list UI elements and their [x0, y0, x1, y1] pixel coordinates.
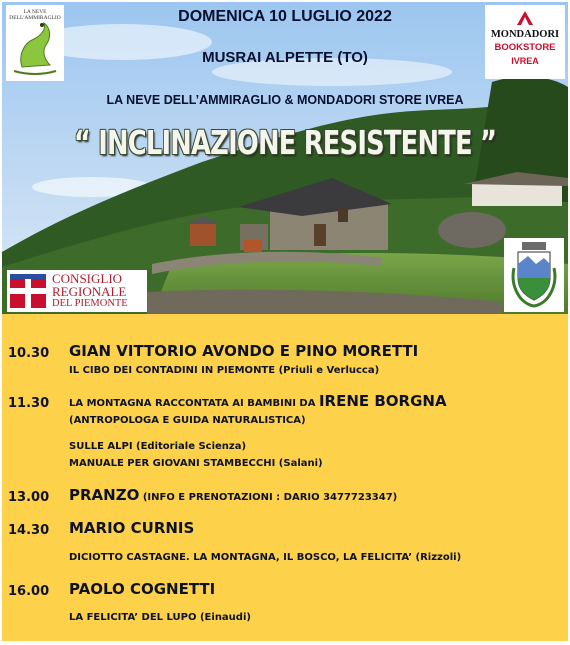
program-speaker: GIAN VITTORIO AVONDO E PINO MORETTI	[69, 342, 419, 360]
dragon-icon	[6, 5, 64, 81]
mondadori-bookstore-logo	[485, 5, 565, 79]
piemonte-cross-icon	[8, 270, 50, 312]
mondadori-city: IVREA	[511, 56, 539, 66]
program-speaker: IRENE BORGNA	[318, 392, 447, 410]
comune-crest	[504, 238, 564, 312]
consiglio-line-3: DEL PIEMONTE	[52, 298, 128, 309]
municipal-coat-of-arms-icon	[504, 238, 564, 312]
event-date: DOMENICA 10 LUGLIO 2022	[178, 8, 392, 25]
event-poster	[2, 2, 568, 641]
program-speaker: PAOLO COGNETTI	[69, 580, 216, 598]
program-note: (ANTROPOLOGA E GUIDA NATURALISTICA)	[69, 415, 306, 426]
mondadori-name: MONDADORI	[490, 29, 560, 40]
program-book: SULLE ALPI (Editoriale Scienza)	[69, 441, 247, 452]
program-book: LA FELICITA’ DEL LUPO (Einaudi)	[69, 612, 251, 623]
program-speaker: MARIO CURNIS	[69, 519, 195, 537]
program-time: 14.30	[8, 523, 50, 538]
mondadori-rose-icon	[485, 7, 565, 31]
program-book: DICIOTTO CASTAGNE. LA MONTAGNA, IL BOSCO, LA FELICITA’ (Rizzoli)	[69, 552, 462, 563]
event-location: MUSRAI ALPETTE (TO)	[202, 49, 368, 66]
program-lunch-title: PRANZO	[69, 486, 140, 504]
program-book: MANUALE PER GIOVANI STAMBECCHI (Salani)	[69, 458, 323, 469]
program-topic-prefix: LA MONTAGNA RACCONTATA AI BAMBINI DA	[69, 398, 319, 409]
program-time: 11.30	[8, 396, 50, 411]
program-book: IL CIBO DEI CONTADINI IN PIEMONTE (Priuli e Verlucca)	[69, 365, 380, 376]
mondadori-store: BOOKSTORE	[494, 42, 556, 53]
program-time: 10.30	[8, 346, 50, 361]
consiglio-line-2: REGIONALE	[52, 284, 127, 299]
program-time: 13.00	[8, 490, 50, 505]
program-lunch-info: (INFO E PRENOTAZIONI : DARIO 3477723347)	[139, 492, 398, 503]
program-time: 16.00	[8, 584, 50, 599]
program-topic	[69, 392, 447, 410]
event-title: “ INCLINAZIONE RESISTENTE ”	[73, 123, 497, 162]
neve-ammiraglio-logo	[6, 5, 64, 81]
neve-logo-text: LA NEVE DELL'AMMIRAGLIO	[9, 9, 61, 21]
consiglio-line-1: CONSIGLIO	[52, 271, 123, 286]
program-lunch	[69, 486, 397, 504]
event-organizers: LA NEVE DELL’AMMIRAGLIO & MONDADORI STORE IVREA	[106, 93, 464, 107]
consiglio-regionale-logo	[7, 270, 147, 312]
